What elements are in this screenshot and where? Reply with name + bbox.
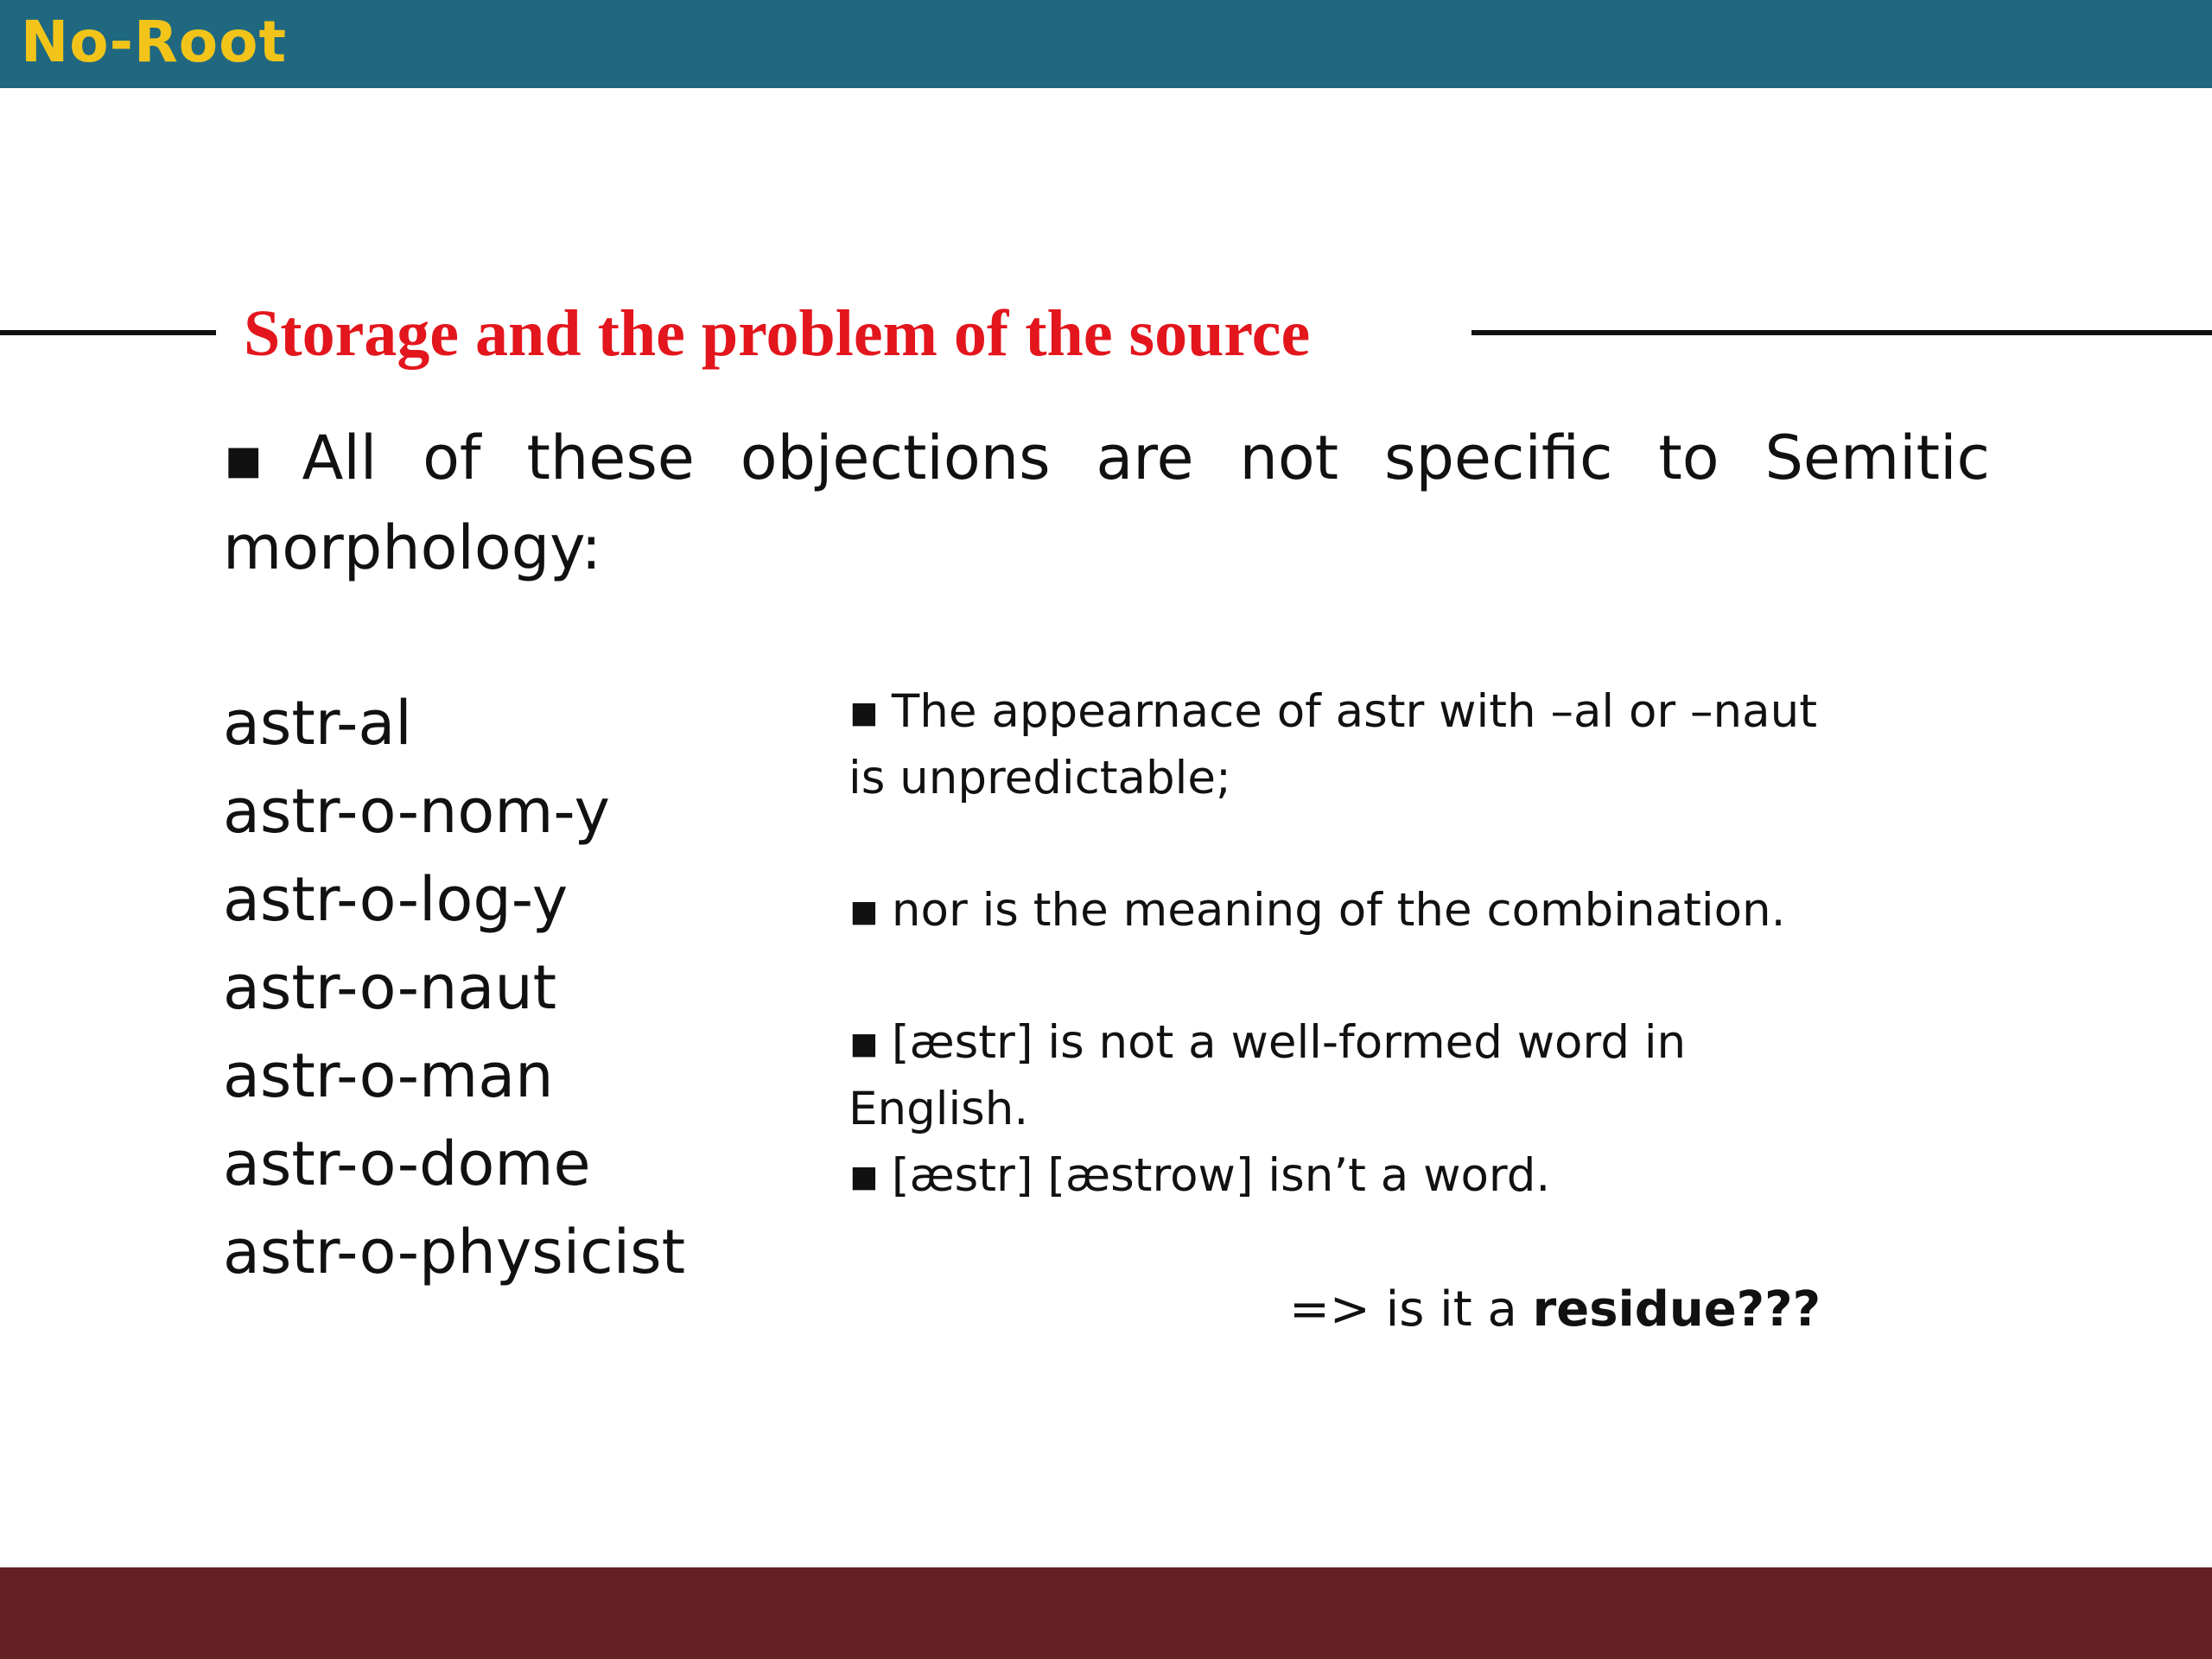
- intro-text: All of these objections are not specific to Semitic morphology:: [223, 423, 1990, 583]
- note-item: [849, 1009, 1868, 1142]
- note-item: [849, 877, 1868, 944]
- note-text: [æstr] is not a well-formed word in English.: [849, 1016, 1687, 1135]
- note-text: [æstr] [æstrow] isn’t a word.: [891, 1149, 1551, 1202]
- list-item: astr-o-man: [223, 1040, 554, 1111]
- list-item: astr-o-physicist: [223, 1217, 686, 1287]
- bullet-icon: ▪: [223, 423, 264, 493]
- top-banner: [0, 0, 2212, 88]
- bullet-icon: ▪: [849, 884, 880, 937]
- morphology-word-list: [223, 679, 685, 1296]
- conclusion-emphasis: residue???: [1532, 1281, 1821, 1338]
- note-text: The appearnace of astr with –al or –naut is unpredictable;: [849, 685, 1817, 804]
- list-item: astr-o-dome: [223, 1128, 591, 1199]
- title-rule-left: [0, 330, 216, 335]
- slide-title: Storage and the problem of the source: [244, 297, 1311, 370]
- note-text: nor is the meaning of the combination.: [891, 884, 1786, 937]
- conclusion-line: [1289, 1275, 1821, 1344]
- note-item: [849, 1142, 1868, 1209]
- list-item: astr-o-log-y: [223, 864, 569, 935]
- list-item: astr-al: [223, 688, 412, 759]
- bullet-icon: ▪: [849, 1149, 880, 1202]
- list-item: astr-o-nom-y: [223, 776, 610, 847]
- intro-paragraph: [223, 413, 1990, 593]
- list-item: astr-o-naut: [223, 952, 557, 1023]
- conclusion-text: => is it a: [1289, 1281, 1533, 1338]
- title-rule-right: [1471, 330, 2212, 335]
- note-item: [849, 678, 1868, 811]
- brand-title: No-Root: [21, 9, 288, 75]
- bullet-icon: ▪: [849, 685, 880, 738]
- bottom-banner: [0, 1567, 2212, 1659]
- bullet-icon: ▪: [849, 1016, 880, 1069]
